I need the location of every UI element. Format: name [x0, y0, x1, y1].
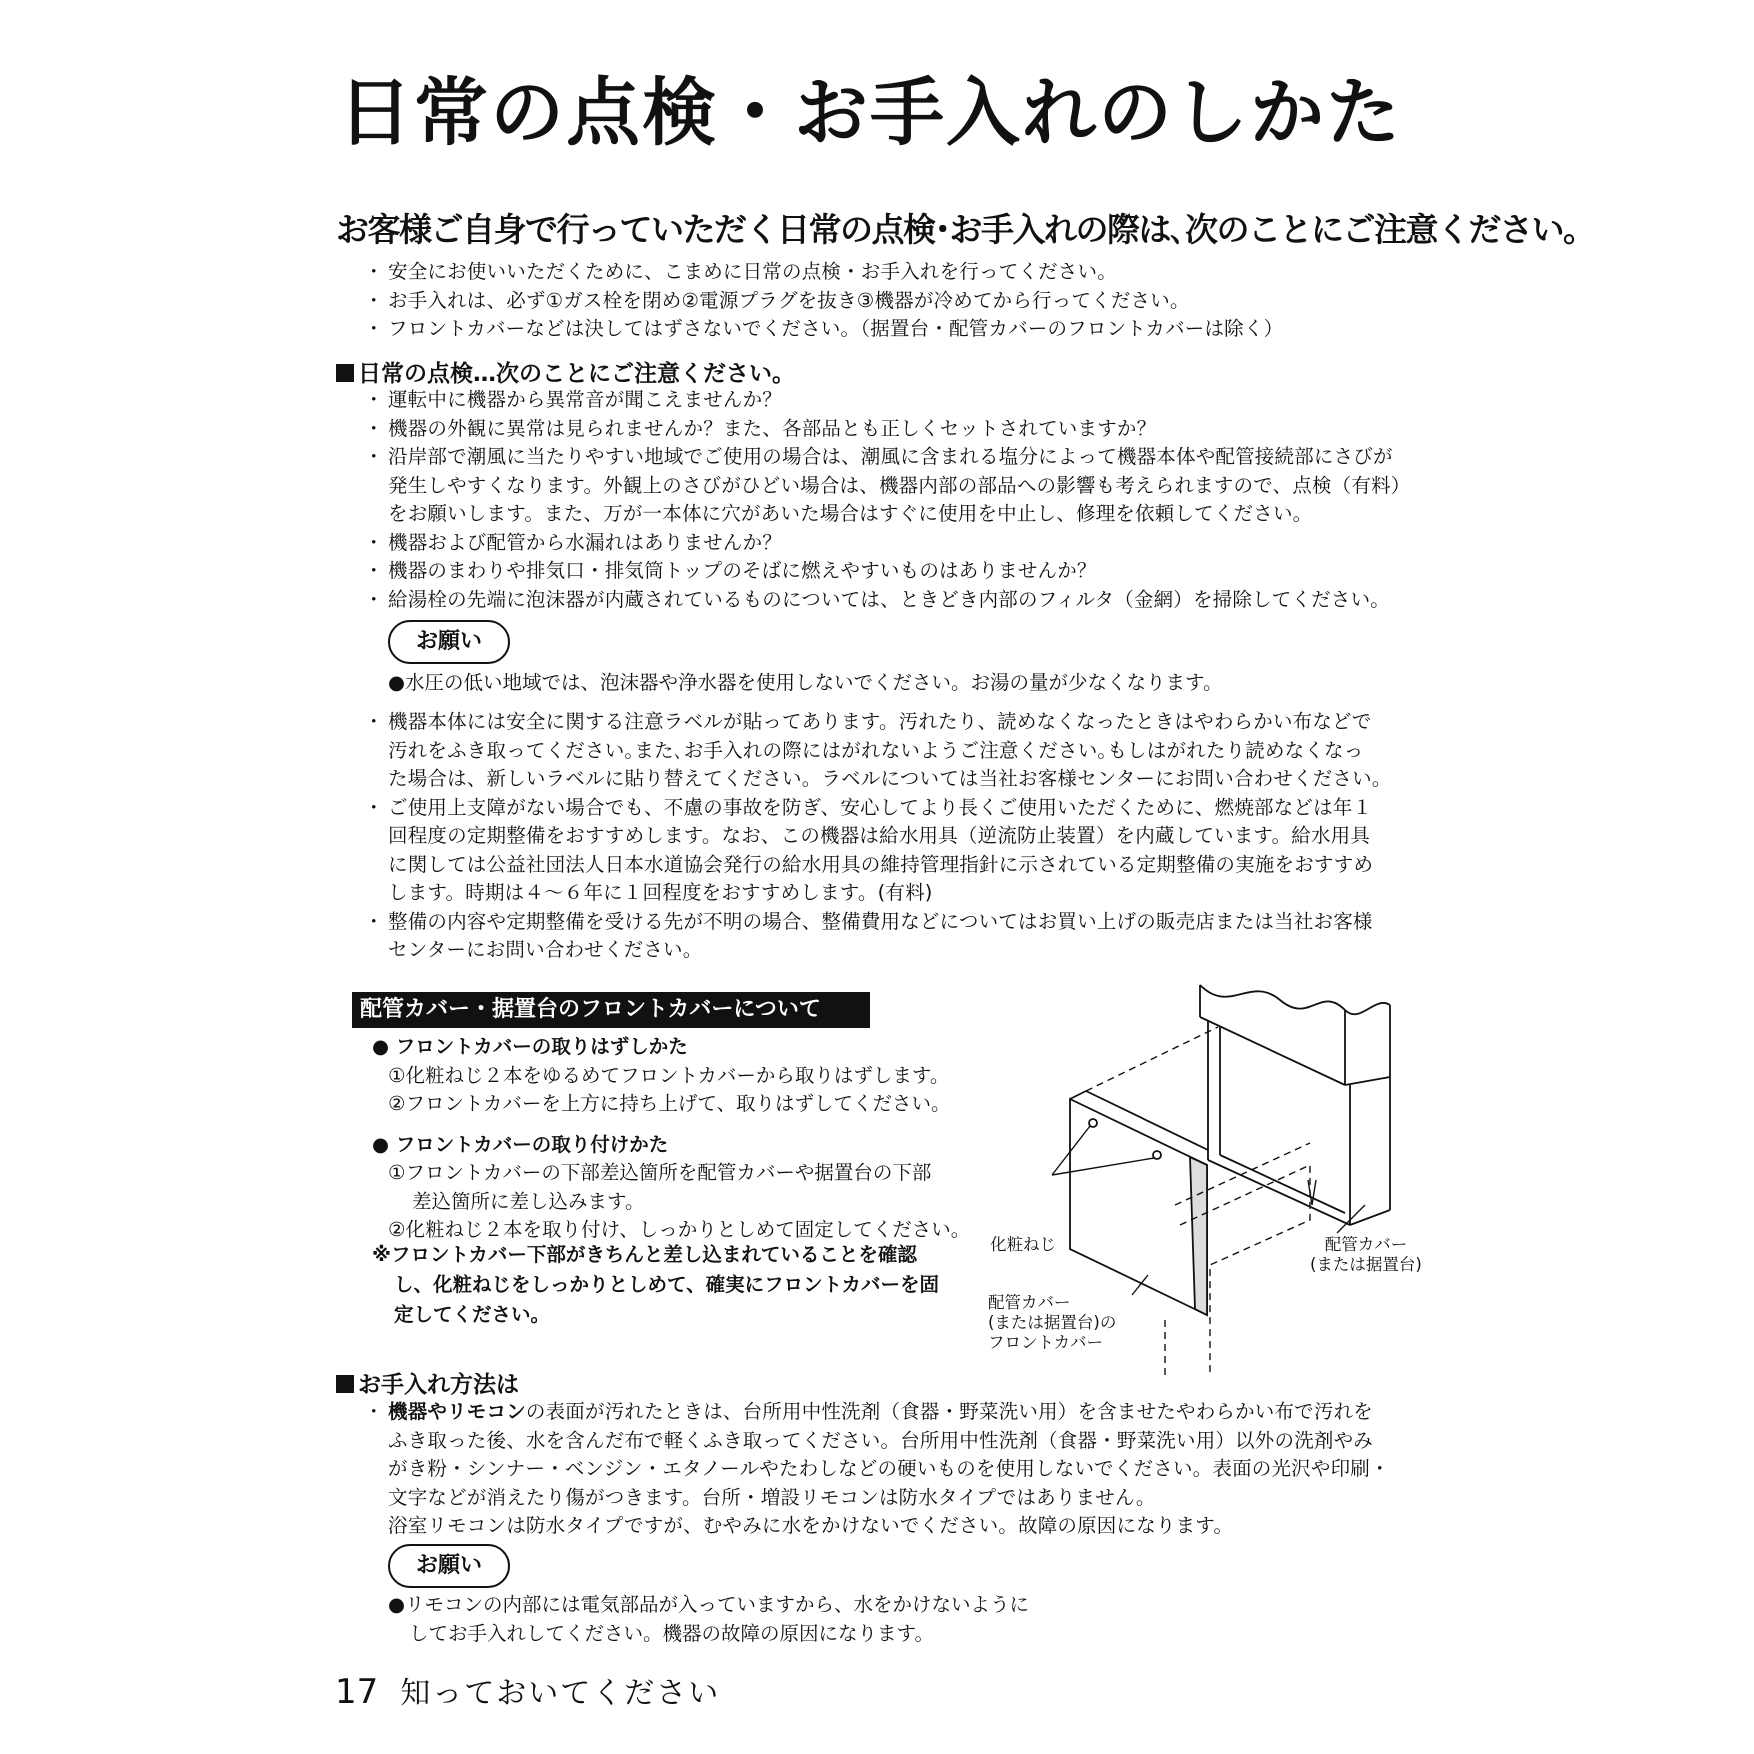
attach-step: ②化粧ねじ２本を取り付け、しっかりとしめて固定してください。 — [388, 1218, 971, 1241]
list-item: ・ 沿岸部で潮風に当たりやすい地域でご使用の場合は、潮風に含まれる塩分によって機器本体や配管接続部にさびが 発生しやすくなります。外観上のさびがひどい場合は、機器内部の部品への影響も考えられますので、点検（有料） をお願いします。また、万が一本体に穴があいた場合はすぐに使用を中止し、修理を依頼してください。 — [372, 443, 1410, 529]
list-item: ・ 安全にお使いいただくために、こまめに日常の点検・お手入れを行ってください。 — [372, 258, 1283, 287]
front-cover-label: 配管カバー (または据置台)の フロントカバー — [988, 1293, 1117, 1352]
onegai-badge: お願い — [388, 620, 510, 664]
onegai-badge: お願い — [388, 1544, 510, 1588]
page-number: 17 — [335, 1672, 379, 1712]
care-line: 浴室リモコンは防水タイプですが、むやみに水をかけないでください。故障の原因になります。 — [388, 1514, 1234, 1537]
care-line: ふき取った後、水を含んだ布で軽くふき取ってください。台所用中性洗剤（食器・野菜洗い用）以外の洗剤やみ — [388, 1428, 1374, 1452]
list-item: ・ 給湯栓の先端に泡沫器が内蔵されているものについては、ときどき内部のフィルタ（金網）を掃除してください。 — [372, 586, 1410, 615]
front-cover-instructions — [372, 1033, 970, 1245]
remove-step: ②フロントカバーを上方に持ち上げて、取りはずしてください。 — [388, 1092, 951, 1115]
list-item: ・ 整備の内容や定期整備を受ける先が不明の場合、整備費用などについてはお買い上げの販売店または当社お客様 センターにお問い合わせください。 — [372, 908, 1392, 965]
care-text — [372, 1398, 1390, 1541]
remove-heading: ● フロントカバーの取りはずしかた — [372, 1035, 688, 1058]
square-bullet-icon — [336, 364, 354, 382]
care-line: ・ 機器やリモコンの表面が汚れたときは、台所用中性洗剤（食器・野菜洗い用）を含ませたやわらかい布で汚れを — [388, 1400, 1374, 1423]
attach-step: ①フロントカバーの下部差込箇所を配管カバーや据置台の下部 — [388, 1161, 932, 1184]
remove-step: ①化粧ねじ２本をゆるめてフロントカバーから取りはずします。 — [388, 1063, 950, 1087]
attach-step: 差込箇所に差し込みます。 — [412, 1189, 645, 1213]
care-line: 文字などが消えたり傷がつきます。台所・増設リモコンは防水タイプではありません。 — [388, 1485, 1156, 1509]
intro-list — [372, 258, 1283, 344]
list-item: ・ 運転中に機器から異常音が聞こえませんか？ — [372, 386, 1410, 415]
care-line: がき粉・シンナー・ベンジン・エタノールやたわしなどの硬いものを使用しないでください。表面の光沢や印刷・ — [388, 1457, 1390, 1480]
list-item — [372, 1398, 1390, 1541]
front-cover-diagram — [990, 975, 1430, 1379]
attach-heading: ● フロントカバーの取り付けかた — [372, 1132, 669, 1156]
footer-section: 知っておいてください — [400, 1676, 721, 1711]
daily-list — [372, 386, 1410, 614]
attach-warning: ※フロントカバー下部がきちんと差し込まれていることを確認 し、化粧ねじをしっかりとしめて、確実にフロントカバーを固 定してください。 — [372, 1243, 940, 1326]
list-item: ・ 機器の外観に異常は見られませんか？また、各部品とも正しくセットされていますか？ — [372, 415, 1410, 444]
page-footer — [335, 1668, 720, 1712]
list-item: ・ 機器のまわりや排気口・排気筒トップのそばに燃えやすいものはありませんか？ — [372, 557, 1410, 586]
list-item: ・ 機器本体には安全に関する注意ラベルが貼ってあります。汚れたり、読めなくなったときはやわらかい布などで 汚れをふき取ってください｡また､お手入れの際にはがれないようご注意ください｡もしはがれたり読めなくなっ た場合は、新しいラベルに貼り替えてください。ラベルについては当社お客様センターにお問い合わせください。 — [372, 708, 1392, 794]
list-item: ・ ご使用上支障がない場合でも、不慮の事故を防ぎ、安心してより長くご使用いただくために、燃焼部などは年１ 回程度の定期整備をおすすめします。なお、この機器は給水用具（逆流防止装置）を内蔵しています。給水用具 に関しては公益社団法人日本水道協会発行の給水用具の維持管理指針に示されている定期整備の実施をおすすめ します。時期は４～６年に１回程度をおすすめします。(有料) — [372, 794, 1392, 908]
onegai-note: ●リモコンの内部には電気部品が入っていますから、水をかけないように してお手入れしてください。機器の故障の原因になります。 — [388, 1593, 1030, 1645]
list-item: ・ 機器および配管から水漏れはありませんか？ — [372, 529, 1410, 558]
section-heading-care: お手入れ方法は — [336, 1366, 519, 1399]
square-bullet-icon — [336, 1375, 354, 1393]
screw-label: 化粧ねじ — [990, 1235, 1056, 1254]
list-item: ・ フロントカバーなどは決してはずさないでください。（据置台・配管カバーのフロントカバーは除く） — [372, 315, 1283, 344]
daily-list-2 — [372, 708, 1392, 965]
page-title: 日常の点検・お手入れのしかた — [338, 70, 1402, 156]
onegai-note: ●水圧の低い地域では、泡沫器や浄水器を使用しないでください。お湯の量が少なくなります。 — [388, 671, 1223, 694]
page-subtitle: お客様ご自身で行っていただく日常の点検･お手入れの際は､次のことにご注意ください｡ — [336, 210, 1578, 249]
pipe-cover-label: 配管カバー (または据置台) — [1310, 1235, 1422, 1274]
section-heading-daily: 日常の点検…次のことにご注意ください。 — [336, 355, 795, 388]
front-cover-section-band: 配管カバー・据置台のフロントカバーについて — [352, 992, 870, 1028]
list-item: ・ お手入れは、必ず①ガス栓を閉め②電源プラグを抜き③機器が冷めてから行ってください。 — [372, 287, 1283, 316]
